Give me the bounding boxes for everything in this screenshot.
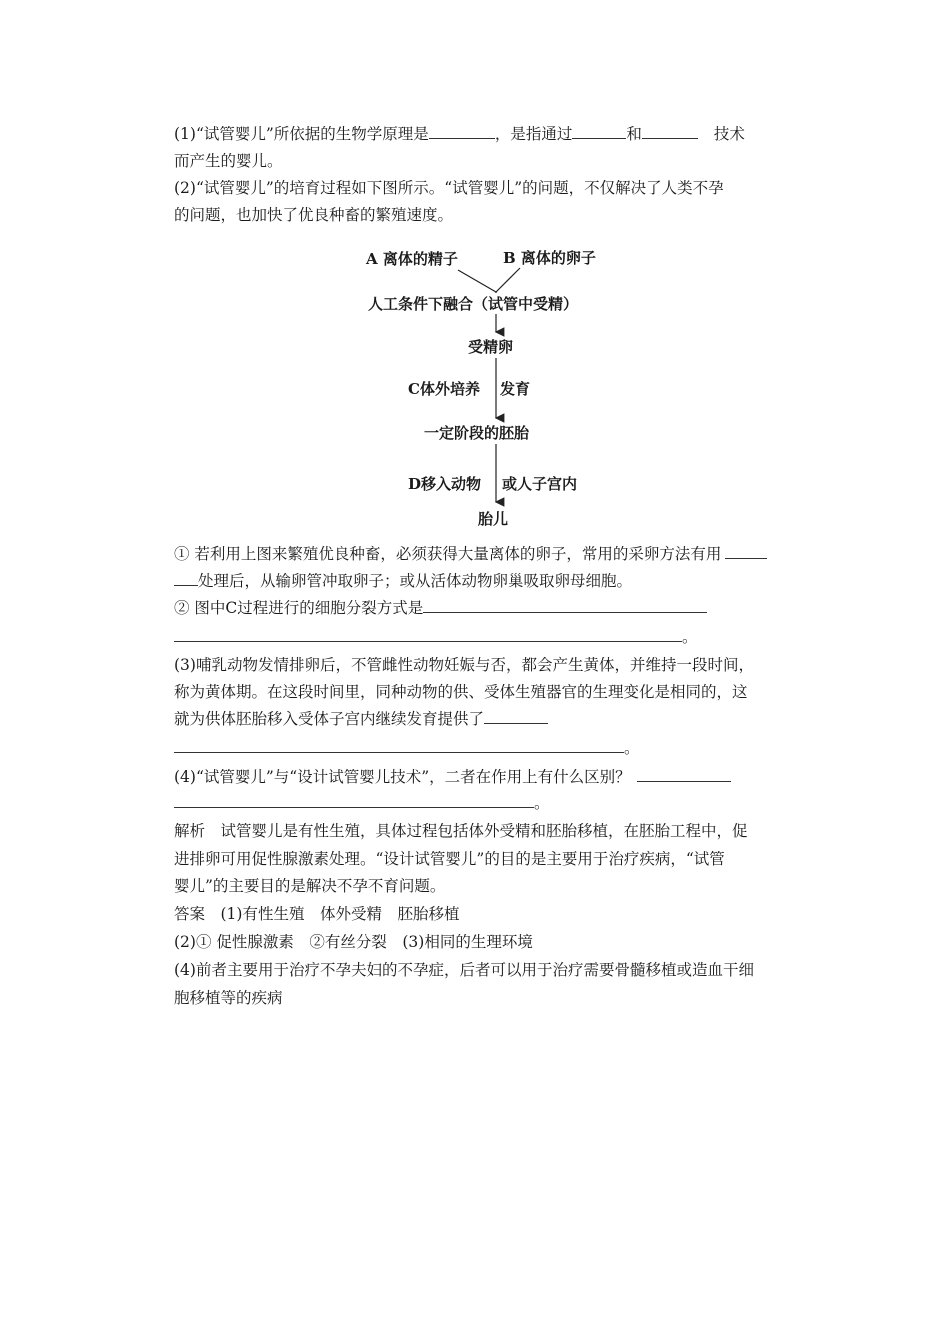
- q1-text-b: ，是指通过: [494, 125, 573, 143]
- q4-end: 。: [534, 794, 550, 812]
- q1-line1: [174, 121, 808, 147]
- q2-sub1-blank-b[interactable]: [174, 569, 198, 586]
- q1-blank-2[interactable]: [572, 122, 626, 139]
- answer-line4: 胞移植等的疾病: [174, 989, 283, 1007]
- transfer-label: D移入动物: [408, 475, 482, 493]
- q2-sub2-blank-a[interactable]: [423, 596, 707, 613]
- q3-line3: [174, 706, 808, 732]
- q2-sub1-line2: [174, 568, 808, 594]
- q2-sub1-blank-a[interactable]: [725, 542, 767, 559]
- q1-text-c: 和: [626, 125, 642, 143]
- q1-text-d: 技术: [713, 125, 745, 143]
- q3-blank-b[interactable]: [174, 752, 624, 753]
- q4-blank-a[interactable]: [637, 765, 731, 782]
- ivf-process-diagram: [360, 240, 620, 530]
- arrow-from-sperm: [458, 270, 496, 292]
- embryo-label: 一定阶段的胚胎: [424, 424, 530, 442]
- q1-text-a: (1)“试管婴儿”所依据的生物学原理是: [174, 125, 429, 143]
- q4-blank-b[interactable]: [174, 807, 534, 808]
- arrow-from-egg: [496, 268, 520, 292]
- q2-sub1-text-b: 处理后，从输卵管冲取卵子；或从活体动物卵巢吸取卵母细胞。: [198, 572, 633, 590]
- answer-line2: (2)① 促性腺激素 ②有丝分裂 (3)相同的生理环境: [174, 933, 533, 951]
- q2-sub2-blank-b[interactable]: [174, 641, 682, 642]
- diagram-arrows: [360, 240, 620, 530]
- q2-sub1-line1: [174, 541, 808, 567]
- egg-label: B 离体的卵子: [503, 249, 596, 267]
- fetus-label: 胎儿: [478, 510, 509, 528]
- q3-text: 就为供体胚胎移入受体子宫内继续发育提供了: [174, 710, 485, 728]
- q4-text: (4)“试管婴儿”与“设计试管婴儿技术”，二者在作用上有什么区别？: [174, 768, 631, 786]
- analysis-line1: 解析 试管婴儿是有性生殖，具体过程包括体外受精和胚胎移植，在胚胎工程中，促: [174, 822, 748, 840]
- q3-line1: (3)哺乳动物发情排卵后，不管雌性动物妊娠与否，都会产生黄体，并维持一段时间，: [174, 656, 754, 674]
- q1-blank-3[interactable]: [642, 122, 698, 139]
- q3-blank-a[interactable]: [484, 707, 548, 724]
- q3-line2: 称为黄体期。在这段时间里，同种动物的供、受体生殖器官的生理变化是相同的，这: [174, 683, 748, 701]
- q4-line1: [174, 764, 808, 790]
- q2-sub2-end: 。: [682, 628, 698, 646]
- q2-sub1-text: ① 若利用上图来繁殖优良种畜，必须获得大量离体的卵子，常用的采卵方法有用: [174, 545, 722, 563]
- q3-end: 。: [624, 739, 640, 757]
- analysis-line3: 婴儿”的主要目的是解决不孕不育问题。: [174, 877, 446, 895]
- q1-blank-1[interactable]: [429, 122, 495, 139]
- q1-line2: 而产生的婴儿。: [174, 152, 283, 170]
- sperm-label: A 离体的精子: [366, 250, 458, 268]
- analysis-line2: 进排卵可用促性腺激素处理。“设计试管婴儿”的目的是主要用于治疗疾病，“试管: [174, 850, 725, 868]
- fusion-label: 人工条件下融合（试管中受精）: [368, 295, 579, 313]
- zygote-label: 受精卵: [468, 338, 514, 356]
- uterus-label: 或人子宫内: [502, 475, 578, 493]
- q2-line2: 的问题，也加快了优良种畜的繁殖速度。: [174, 206, 454, 224]
- q2-line1: (2)“试管婴儿”的培育过程如下图所示。“试管婴儿”的问题，不仅解决了人类不孕: [174, 179, 724, 197]
- q2-sub2-text: ② 图中C过程进行的细胞分裂方式是: [174, 599, 424, 617]
- develop-label: 发育: [500, 380, 531, 398]
- answer-line1: 答案 (1)有性生殖 体外受精 胚胎移植: [174, 905, 460, 923]
- q2-sub2-line1: [174, 595, 808, 621]
- culture-label: C体外培养: [408, 380, 480, 398]
- answer-line3: (4)前者主要用于治疗不孕夫妇的不孕症，后者可以用于治疗需要骨髓移植或造血干细: [174, 961, 754, 979]
